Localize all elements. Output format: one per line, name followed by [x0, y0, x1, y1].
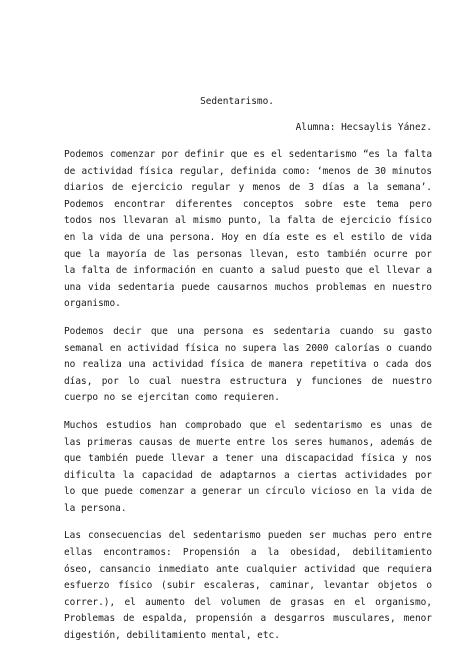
- paragraph-consequences: Las consecuencias del sedentarismo pueden ser muchas pero entre ellas encontramos: Propensión a la obesidad, debilitamiento óseo, cansancio inmediato ante cualquier actividad que requiera esfuerzo físico (subir escaleras, caminar, levantar objetos o correr.), el aumento del volumen de grasas en el organismo, Problemas de espalda, propensión a desgarros musculares, menor digestión, debilitamiento mental, etc.: [64, 530, 432, 642]
- author-line: Alumna: Hecsaylis Yánez.: [295, 122, 432, 133]
- document-body: [64, 147, 432, 656]
- paragraph-sedentary-criteria: Podemos decir que una persona es sedentaria cuando su gasto semanal en actividad física no supera las 2000 calorías o cuando no realiza una actividad física de manera repetitiva o cada dos días, por lo cual nuestra estructura y funciones de nuestro cuerpo no se ejercitan como requieren.: [64, 325, 432, 404]
- paragraph-definition: Podemos comenzar por definir que es el sedentarismo “es la falta de actividad física regular, definida como: ‘menos de 30 minutos diarios de ejercicio regular y menos de 3 días a la semana’. Podemos encontrar diferentes conceptos sobre este tema pero todos nos llevaran al mismo punto, la falta de ejercicio físico en la vida de una persona. Hoy en día este es el estilo de vida que la mayoría de las personas llevan, esto también ocurre por la falta de información en cuanto a salud puesto que el llevar a una vida sedentaria puede causarnos muchos problemas en nuestro organismo.: [64, 149, 432, 310]
- document-title: Sedentarismo.: [200, 96, 274, 107]
- paragraph-studies: Muchos estudios han comprobado que el sedentarismo es unas de las primeras causas de muerte entre los seres humanos, además de que también puede llevar a tener una discapacidad física y nos dificulta la capacidad de adaptarnos a ciertas actividades por lo que puede comenzar a generar un círculo vicioso en la vida de la persona.: [64, 419, 432, 514]
